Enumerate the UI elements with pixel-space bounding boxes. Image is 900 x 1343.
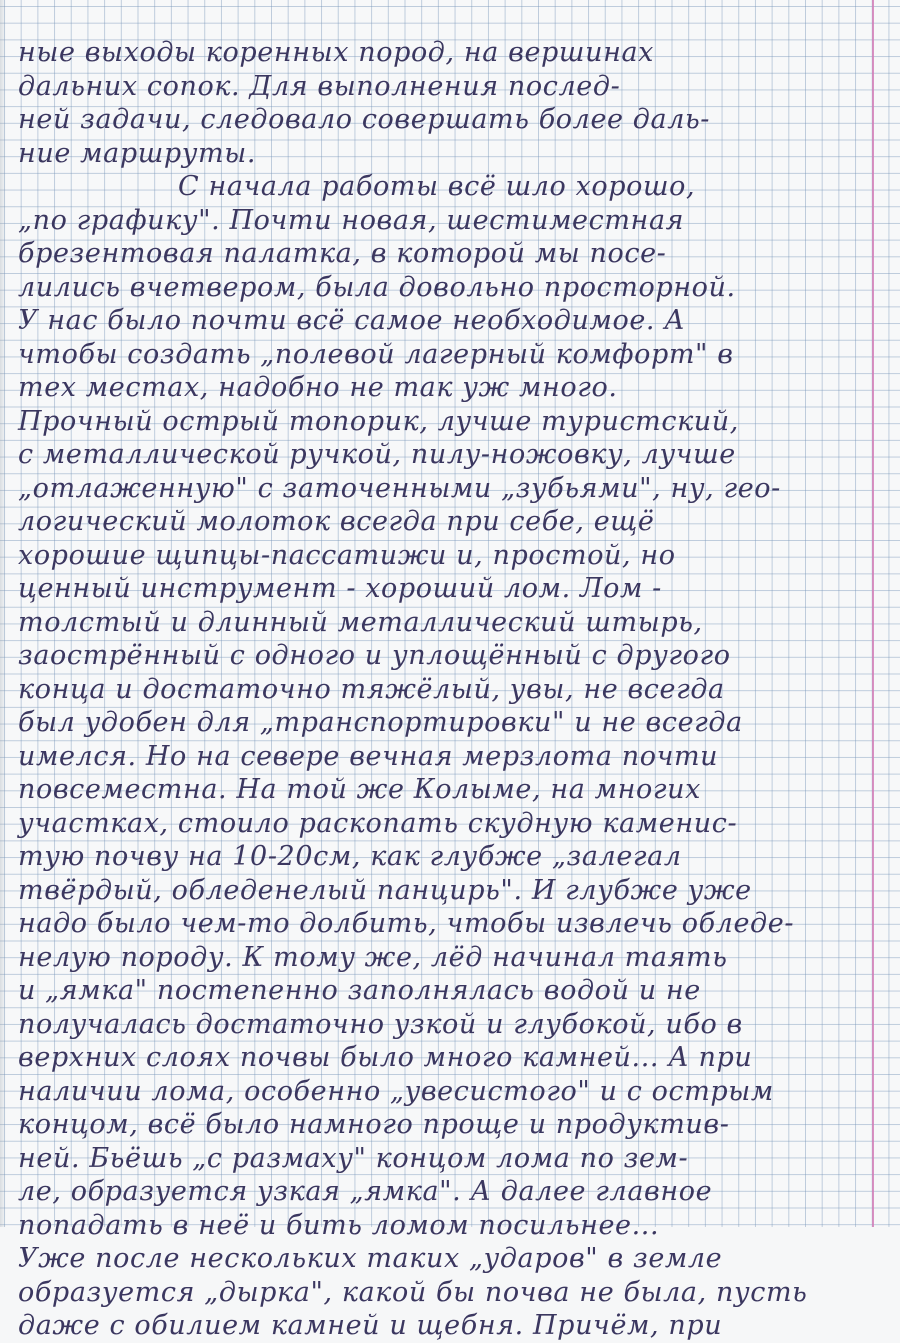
text-line: надо было чем-то долбить, чтобы извлечь обледе- [18, 908, 795, 939]
text-line: наличии лома, особенно „увесистого" и с острым [18, 1075, 774, 1107]
text-line: нелую породу. К тому же, лёд начинал таять [18, 941, 728, 973]
text-line: твёрдый, обледенелый панцирь". И глубже уже [18, 874, 752, 906]
text-line: лились вчетвером, была довольно просторной. [18, 271, 736, 303]
text-line: заострённый с одного и уплощённый с другого [18, 640, 731, 671]
text-line: логический молоток всегда при себе, ещё [18, 506, 655, 537]
page-left-edge [0, 0, 6, 1227]
text-line: ле, образуется узкая „ямка". А далее главное [18, 1176, 713, 1207]
text-line: ние маршруты. [18, 137, 256, 169]
text-line: Уже после нескольких таких „ударов" в земле [18, 1243, 723, 1274]
text-line: тую почву на 10-20см, как глубже „залегал [18, 841, 682, 872]
text-line: ней. Бьёшь „с размаху" концом лома по зем- [18, 1142, 689, 1174]
text-line: получалась достаточно узкой и глубокой, ибо в [18, 1008, 743, 1040]
text-line: верхних слоях почвы было много камней... А при [18, 1042, 753, 1073]
text-line: „отлаженную" с заточенными „зубьями", ну, гео- [18, 472, 781, 504]
text-line: толстый и длинный металлический штырь, [18, 606, 703, 638]
text-line: ценный инструмент - хороший лом. Лом - [18, 573, 662, 604]
text-line: Прочный острый топорик, лучше туристский, [18, 405, 739, 437]
text-line: и „ямка" постепенно заполнялась водой и не [18, 975, 701, 1006]
text-line: ные выходы коренных пород, на вершинах [18, 37, 654, 68]
text-line: „по графику". Почти новая, шестиместная [18, 204, 685, 236]
text-line: с металлической ручкой, пилу-ножовку, лучше [18, 439, 736, 470]
text-line: чтобы создать „полевой лагерный комфорт" в [18, 338, 734, 370]
text-line: конца и достаточно тяжёлый, увы, не всегда [18, 673, 725, 705]
text-line: образуется „дырка", какой бы почва не была, пусть [18, 1276, 808, 1308]
text-line: дальних сопок. Для выполнения послед- [18, 70, 621, 102]
text-line: С начала работы всё шло хорошо, [178, 171, 696, 202]
text-line: повсеместна. На той же Колыме, на многих [18, 774, 701, 805]
text-line: тех местах, надобно не так уж много. [18, 372, 618, 403]
text-line: концом, всё было намного проще и продуктив- [18, 1109, 730, 1140]
handwritten-text [18, 36, 866, 1343]
text-line: хорошие щипцы-пассатижи и, простой, но [18, 539, 676, 571]
text-line: имелся. Но на севере вечная мерзлота почти [18, 740, 719, 772]
margin-line [872, 0, 874, 1227]
text-line: был удобен для „транспортировки" и не всегда [18, 707, 743, 738]
text-line: попадать в неё и бить ломом посильнее... [18, 1209, 660, 1241]
text-line: даже с обилием камней и щебня. Причём, при [18, 1310, 723, 1341]
text-line: У нас было почти всё самое необходимое. А [18, 305, 686, 336]
text-line: брезентовая палатка, в которой мы посе- [18, 238, 667, 269]
text-line: ней задачи, следовало совершать более даль- [18, 104, 711, 135]
text-line: участках, стоило раскопать скудную каменис- [18, 807, 738, 839]
